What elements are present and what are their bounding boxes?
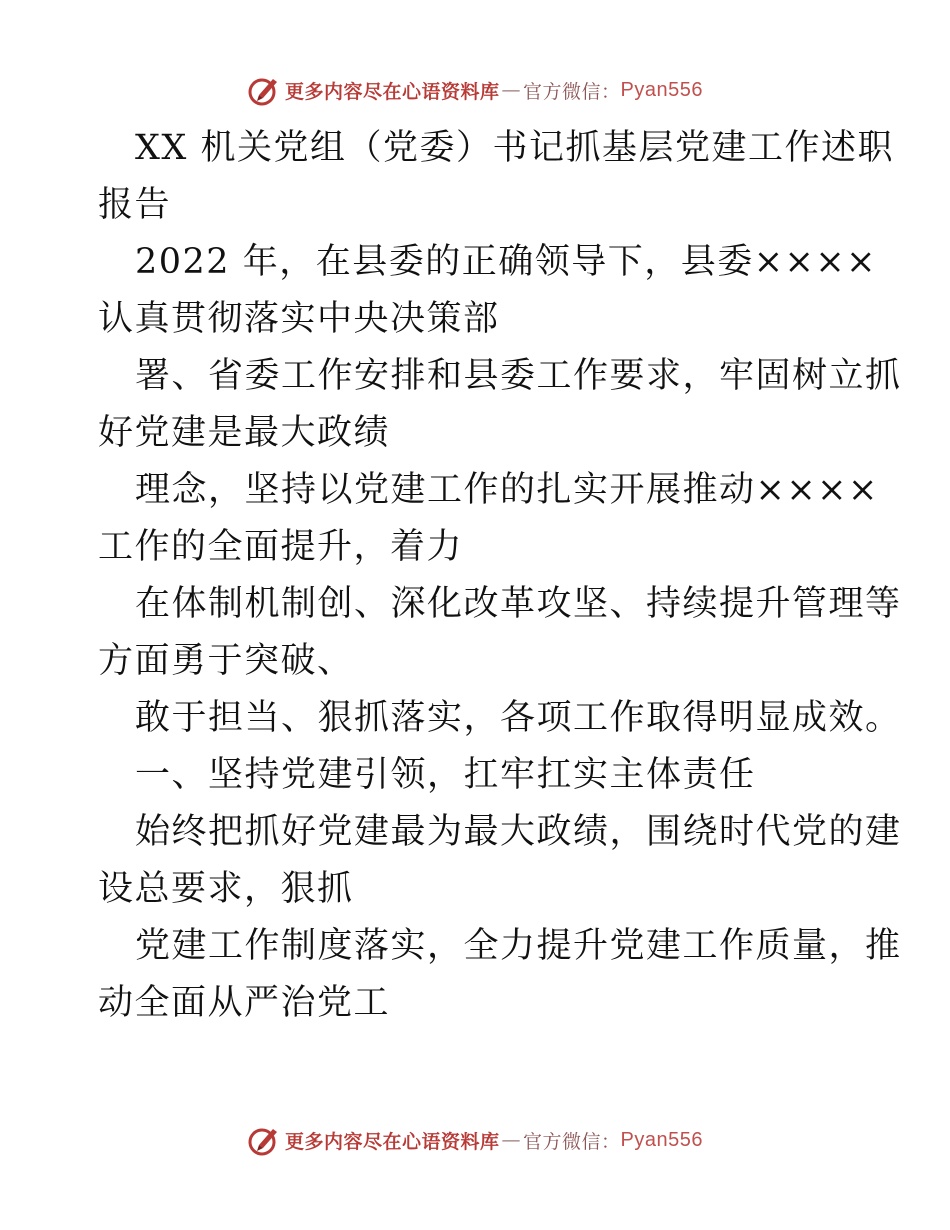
text-line: 始终把抓好党建最为最大政绩，围绕时代党的建: [135, 812, 902, 852]
pen-logo-icon: [247, 1123, 281, 1157]
text-line: 好党建是最大政绩: [98, 413, 391, 453]
pen-logo-icon: [247, 73, 281, 107]
watermark-contact-label: 官方微信：: [523, 80, 621, 103]
watermark-dash: —: [501, 1129, 522, 1151]
watermark-brand: 更多内容尽在心语资料库: [285, 80, 500, 103]
text-line: 2022 年，在县委的正确领导下，县委××××: [135, 242, 878, 282]
text-line: 认真贯彻落实中央决策部: [98, 299, 500, 339]
text-line: 一、坚持党建引领，扛牢扛实主体责任: [135, 755, 756, 795]
watermark-brand: 更多内容尽在心语资料库: [285, 1130, 500, 1153]
watermark-contact-id: Pyan556: [620, 78, 703, 101]
text-line: 动全面从严治党工: [98, 983, 391, 1023]
text-line: 报告: [98, 185, 172, 225]
header-watermark: [0, 70, 950, 110]
watermark-contact-id: Pyan556: [620, 1128, 703, 1151]
text-line: 工作的全面提升，着力: [98, 527, 464, 567]
footer-watermark: [0, 1120, 950, 1160]
text-line: 在体制机制创、深化改革攻坚、持续提升管理等: [135, 584, 902, 624]
text-line: 署、省委工作安排和县委工作要求，牢固树立抓: [135, 356, 902, 396]
text-line: 敢于担当、狠抓落实，各项工作取得明显成效。: [135, 698, 902, 738]
document-body: [98, 120, 902, 1032]
text-line: XX 机关党组（党委）书记抓基层党建工作述职: [135, 128, 894, 168]
text-line: 理念，坚持以党建工作的扎实开展推动××××: [135, 470, 879, 510]
text-line: 设总要求，狠抓: [98, 869, 354, 909]
watermark-dash: —: [501, 79, 522, 101]
text-line: 党建工作制度落实，全力提升党建工作质量，推: [135, 926, 902, 966]
text-line: 方面勇于突破、: [98, 641, 354, 681]
watermark-contact-label: 官方微信：: [523, 1130, 621, 1153]
